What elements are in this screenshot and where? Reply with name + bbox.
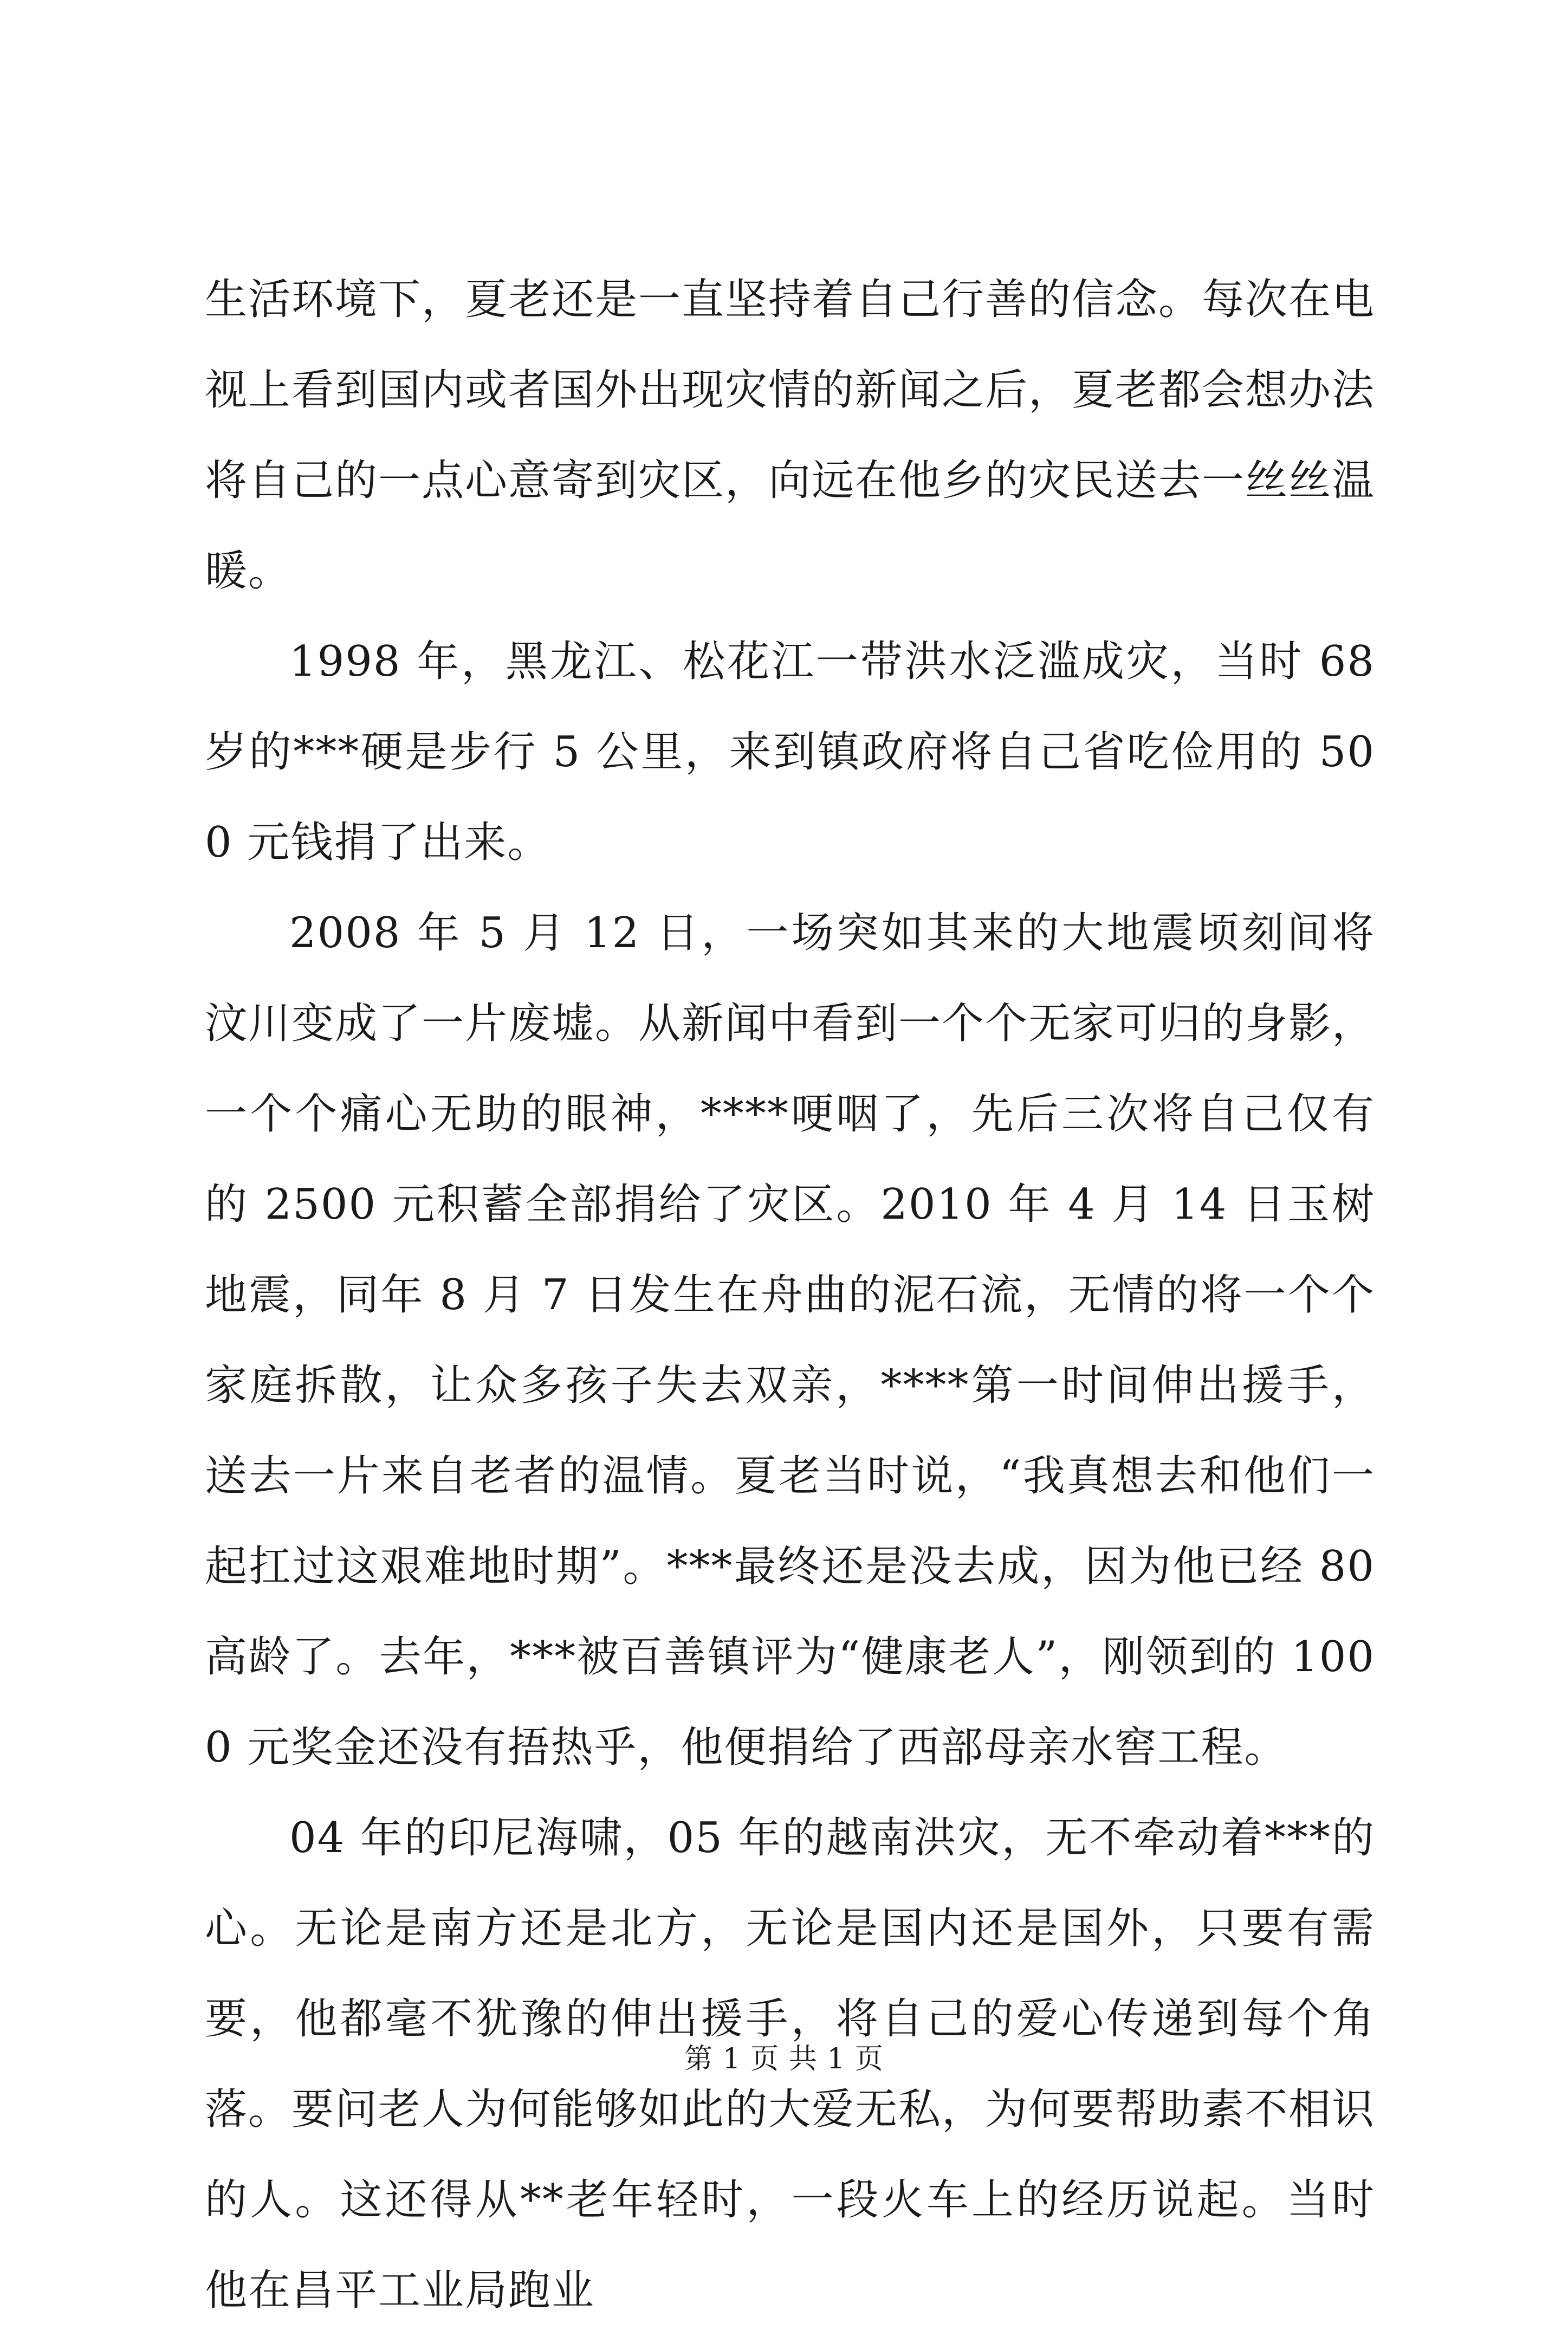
page-footer: 第 1 页 共 1 页: [684, 2043, 884, 2075]
paragraph-1: 生活环境下，夏老还是一直坚持着自己行善的信念。每次在电视上看到国内或者国外出现灾情的新闻之后，夏老都会想办法将自己的一点心意寄到灾区，向远在他乡的灾民送去一丝丝温暖。: [205, 275, 1376, 596]
paragraph-4: 04 年的印尼海啸，05 年的越南洪灾，无不牵动着***的心。无论是南方还是北方，无论是国内还是国外，只要有需要，他都毫不犹豫的伸出援手，将自己的爱心传递到每个角落。要问老人为何能够如此的大爱无私，为何要帮助素不相识的人。这还得从**老年轻时，一段火车上的经历说起。当时他在昌平工业局跑业: [205, 1814, 1376, 2315]
paragraph-3: 2008 年 5 月 12 日，一场突如其来的大地震顷刻间将汶川变成了一片废墟。从新闻中看到一个个无家可归的身影，一个个痛心无助的眼神，****哽咽了，先后三次将自己仅有的 2500 元积蓄全部捐给了灾区。2010 年 4 月 14 日玉树地震，同年 8 月 7 日发生在舟曲的泥石流，无情的将一个个家庭拆散，让众多孩子失去双亲，****第一时间伸出援手，送去一片来自老者的温情。夏老当时说，“我真想去和他们一起扛过这艰难地时期”。***最终还是没去成，因为他已经 80 高龄了。去年，***被百善镇评为“健康老人”，刚领到的 1000 元奖金还没有捂热乎，他便捐给了西部母亲水窖工程。: [205, 909, 1376, 1772]
paragraph-2: 1998 年，黑龙江、松花江一带洪水泛滥成灾，当时 68 岁的***硬是步行 5 公里，来到镇政府将自己省吃俭用的 500 元钱捐了出来。: [205, 637, 1375, 867]
document-body: [205, 255, 1375, 2336]
